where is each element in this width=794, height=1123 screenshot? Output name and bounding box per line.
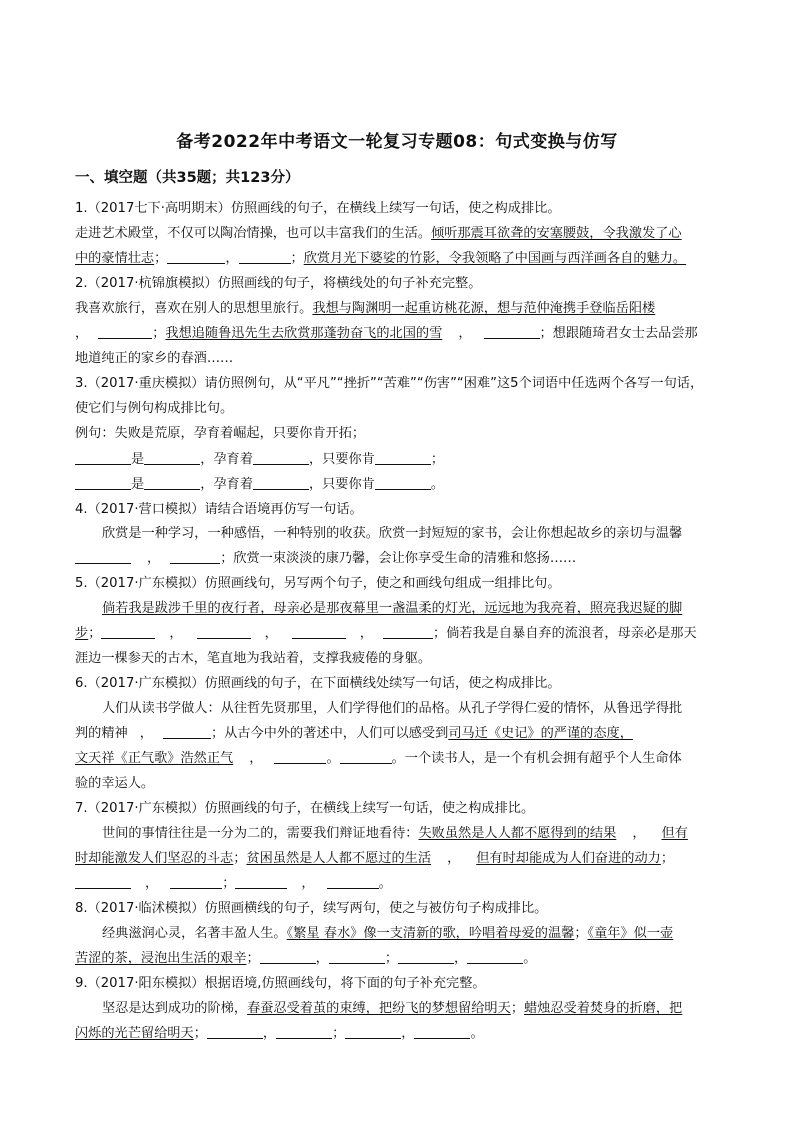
- q9-blank-4[interactable]: [414, 1024, 470, 1039]
- q8-blank-3[interactable]: [398, 949, 454, 964]
- q7-text: 世间的事情往往是一分为二的，需要我们辩证地看待：: [102, 826, 419, 841]
- q8-punct: ；: [384, 951, 398, 966]
- q7-underlined-example-2b: 但有时却能成为人们奋进的动力: [476, 851, 661, 866]
- q8-text: 经典滋润心灵，名著丰盈人生。: [102, 926, 287, 941]
- q6-punct: ，: [139, 726, 153, 741]
- q5-punct: ，: [169, 626, 183, 641]
- q6-text: 。一个读书人，是一个有机会拥有超乎个人生命体: [391, 751, 682, 766]
- q9-punct: ；: [193, 1026, 207, 1041]
- q9-text: 坚忍是达到成功的阶梯，: [102, 1001, 248, 1016]
- q1-underlined-example: 倾听那震耳欲聋的安塞腰鼓，令我激发了心: [431, 226, 682, 241]
- q2-text: ；想跟随琦君女士去品尝那: [539, 326, 698, 341]
- q7-underlined-example-cont: 时却能激发人们坚忍的斗志: [75, 851, 234, 866]
- q1-text: 走进艺术殿堂，不仅可以陶冶情操，也可以丰富我们的生活。: [75, 226, 432, 241]
- q6-underlined-example: 司马迁《史记》的严谨的态度，: [448, 726, 633, 741]
- q4-blank-1[interactable]: [75, 549, 131, 564]
- q3-word: 是: [131, 477, 145, 492]
- q9-blank-3[interactable]: [345, 1024, 401, 1039]
- q3-word: ，只要你肯: [308, 452, 375, 467]
- q7-line3: [75, 874, 392, 894]
- q8-line1: [102, 924, 673, 944]
- q6-line1: 人们从读书学做人：从往哲先贤那里，人们学得他们的品格。从孔子学得仁爱的情怀，从鲁迅学得批: [102, 701, 683, 716]
- q2-blank-1[interactable]: [98, 324, 152, 339]
- q3-answer-line-1: [75, 450, 444, 470]
- q7-line1: [102, 824, 688, 844]
- page-title: 备考2022年中考语文一轮复习专题08：句式变换与仿写: [176, 132, 618, 152]
- q5-text: ；倘若我是自暴自弃的流浪者，母亲必是那天: [432, 626, 697, 641]
- q7-blank-4[interactable]: [327, 874, 379, 889]
- q2-line2: [75, 324, 698, 344]
- q6-punct: 。: [326, 751, 340, 766]
- q2-text: 我喜欢旅行，喜欢在别人的思想里旅行。: [75, 301, 313, 316]
- q8-punct: ，: [315, 951, 329, 966]
- q5-punct: ，: [359, 626, 373, 641]
- q1-blank-1[interactable]: [167, 249, 225, 264]
- q3-blank-8[interactable]: [375, 475, 431, 490]
- q6-blank-3[interactable]: [340, 749, 392, 764]
- q3-answer-line-2: [75, 475, 444, 495]
- q3-blank-3[interactable]: [253, 450, 309, 465]
- q3-word: ，孕育着: [200, 452, 253, 467]
- q9-punct: ，: [401, 1026, 415, 1041]
- q9-underlined-example: 春蚕忍受着茧的束缚，把纷飞的梦想留给明天: [247, 1001, 511, 1016]
- q7-blank-3[interactable]: [235, 874, 287, 889]
- q2-underlined-example-2: 我想追随鲁迅先生去欣赏那蓬勃奋飞的北国的雪: [165, 326, 443, 341]
- q6-underlined-example-cont: 文天祥《正气歌》浩然正气: [75, 751, 234, 766]
- q3-blank-6[interactable]: [144, 475, 200, 490]
- q6-text: ；从古今中外的著述中，人们可以感受到: [210, 726, 449, 741]
- q8-punct: ；: [246, 951, 260, 966]
- q4-stem: 4.（2017·营口模拟）请结合语境再仿写一句话。: [75, 502, 363, 517]
- q1-underlined-example-2: 欣赏月光下婆娑的竹影，令我领略了中国画与西洋画各自的魅力。: [303, 251, 687, 266]
- q2-underlined-example: 我想与陶渊明一起重访桃花源，想与范仲淹携手登临岳阳楼: [312, 301, 656, 316]
- q1-punct: ；: [154, 251, 168, 266]
- q4-blank-2[interactable]: [170, 549, 220, 564]
- q5-punct: ，: [264, 626, 278, 641]
- q3-blank-4[interactable]: [375, 450, 431, 465]
- q7-blank-2[interactable]: [170, 874, 222, 889]
- q5-line1: [102, 599, 682, 619]
- q2-punct: ，: [75, 326, 89, 341]
- q6-punct: ，: [249, 751, 263, 766]
- q3-word: ，只要你肯: [308, 477, 375, 492]
- q7-punct: ，: [145, 876, 159, 891]
- q7-underlined-example-b: 但有: [661, 826, 688, 841]
- q9-blank-1[interactable]: [207, 1024, 263, 1039]
- q1-blank-2[interactable]: [239, 249, 291, 264]
- q1-line2: [75, 249, 686, 269]
- q7-punct: ，: [447, 851, 461, 866]
- q3-blank-1[interactable]: [75, 450, 131, 465]
- q5-punct: ；: [88, 626, 102, 641]
- q8-punct: 。: [523, 951, 537, 966]
- q3-word: ，孕育着: [200, 477, 253, 492]
- q5-underlined-example-cont: 步: [75, 626, 89, 641]
- q5-blank-1[interactable]: [101, 624, 155, 639]
- q1-punct: ；: [290, 251, 304, 266]
- q3-stem: 3.（2017·重庆模拟）请仿照例句，从“平凡”“挫折”“苦难”“伤害”“困难”这5个词语中任选两个各写一句话，: [75, 376, 704, 391]
- q4-punct: ，: [147, 551, 161, 566]
- q2-stem: 2.（2017·杭锦旗模拟）仿照画线的句子，将横线处的句子补充完整。: [75, 276, 482, 291]
- section-heading: 一、填空题（共35题；共123分）: [75, 170, 300, 186]
- q9-line2: [75, 1024, 484, 1044]
- q7-stem: 7.（2017·广东模拟）仿照画线的句子，在横线上续写一句话，使之构成排比。: [75, 801, 535, 816]
- q8-stem: 8.（2017·临沭模拟）仿照画横线的句子，续写两句，使之与被仿句子构成排比。: [75, 901, 548, 916]
- q1-punct: ，: [225, 251, 239, 266]
- q7-underlined-example: 失败虽然是人人都不愿得到的结果: [418, 826, 617, 841]
- q6-blank-2[interactable]: [274, 749, 326, 764]
- q4-line2: [75, 549, 576, 569]
- q7-punct: ；: [660, 851, 675, 866]
- q7-punct: ，: [301, 876, 315, 891]
- q3-blank-2[interactable]: [144, 450, 200, 465]
- q5-blank-2[interactable]: [197, 624, 251, 639]
- q6-stem: 6.（2017·广东模拟）仿照画线的句子，在下面横线处续写一句话，使之构成排比。: [75, 676, 561, 691]
- q7-punct: 。: [378, 876, 392, 891]
- q9-blank-2[interactable]: [276, 1024, 332, 1039]
- q6-line3: [75, 749, 682, 769]
- q7-blank-1[interactable]: [75, 874, 131, 889]
- q5-blank-3[interactable]: [292, 624, 346, 639]
- q6-line4: 验的幸运人。: [75, 776, 155, 791]
- q9-punct: ；: [510, 1001, 524, 1016]
- q8-punct: ，: [454, 951, 468, 966]
- q6-line2: [75, 724, 633, 744]
- q4-line1: 欣赏是一种学习，一种感悟，一种特别的收获。欣赏一封短短的家书，会让你想起故乡的亲切与温馨: [102, 526, 683, 541]
- q1-underlined-example-cont: 中的豪情壮志: [75, 251, 155, 266]
- q7-punct: ，: [632, 826, 646, 841]
- q5-blank-4[interactable]: [383, 624, 433, 639]
- q3-stem-2: 使它们与例句构成排比句。: [75, 401, 234, 416]
- q9-underlined-example-2: 蜡烛忍受着焚身的折磨，把: [524, 1001, 683, 1016]
- q7-underlined-example-2: 贫困虽然是人人都不愿过的生活: [246, 851, 432, 866]
- q3-word: 是: [131, 452, 145, 467]
- q2-punct: ，: [458, 326, 472, 341]
- q7-punct: ；: [222, 876, 236, 891]
- q9-punct: ，: [262, 1026, 277, 1041]
- q3-blank-5[interactable]: [75, 475, 131, 490]
- q3-example: 例句：失败是荒原，孕育着崛起，只要你肯开拓；: [75, 426, 366, 441]
- q9-stem: 9.（2017·阳东模拟）根据语境,仿照画线句，将下面的句子补充完整。: [75, 976, 486, 991]
- q1-line1: [75, 224, 682, 244]
- q2-punct: ；: [152, 326, 166, 341]
- q7-line2: [75, 849, 674, 869]
- q5-underlined-example: 倘若我是跋涉千里的夜行者，母亲必是那夜幕里一盏温柔的灯光，远远地为我亮着，照亮我迟疑的脚: [102, 601, 683, 616]
- q8-underlined-example: 《繁星 春水》像一支清新的歌，吟唱着母爱的温馨: [286, 926, 575, 941]
- q3-punct: ；: [430, 452, 445, 467]
- q9-line1: [102, 999, 682, 1019]
- q1-stem: 1.（2017七下·高明期末）仿照画线的句子，在横线上续写一句话，使之构成排比。: [75, 201, 561, 216]
- q3-punct: 。: [430, 477, 445, 492]
- q4-text: ；欣赏一束淡淡的康乃馨，会让你享受生命的清雅和悠扬……: [220, 551, 577, 566]
- q8-blank-1[interactable]: [260, 949, 316, 964]
- q5-line3: 涯边一棵参天的古木，笔直地为我站着，支撑我疲倦的身躯。: [75, 651, 432, 666]
- q3-blank-7[interactable]: [253, 475, 309, 490]
- q9-punct: 。: [470, 1026, 484, 1041]
- q2-line1: [75, 299, 655, 319]
- q2-line3: 地道纯正的家乡的春酒……: [75, 351, 234, 366]
- q9-punct: ；: [332, 1026, 346, 1041]
- q9-underlined-example-2-cont: 闪烁的光芒留给明天: [75, 1026, 194, 1041]
- q5-line2: [75, 624, 697, 644]
- q8-blank-4[interactable]: [467, 949, 523, 964]
- q2-blank-2[interactable]: [484, 324, 540, 339]
- q6-blank-1[interactable]: [163, 724, 211, 739]
- q8-underlined-example-2-cont: 苦涩的茶，浸泡出生活的艰辛: [75, 951, 247, 966]
- q8-punct: ；: [574, 926, 588, 941]
- q8-line2: [75, 949, 536, 969]
- q8-underlined-example-2: 《童年》似一壶: [587, 926, 674, 941]
- q6-text: 判的精神: [75, 726, 128, 741]
- q5-stem: 5.（2017·广东模拟）仿照画线句，另写两个句子，使之和画线句组成一组排比句。: [75, 576, 561, 591]
- q7-punct: ；: [233, 851, 247, 866]
- q8-blank-2[interactable]: [329, 949, 385, 964]
